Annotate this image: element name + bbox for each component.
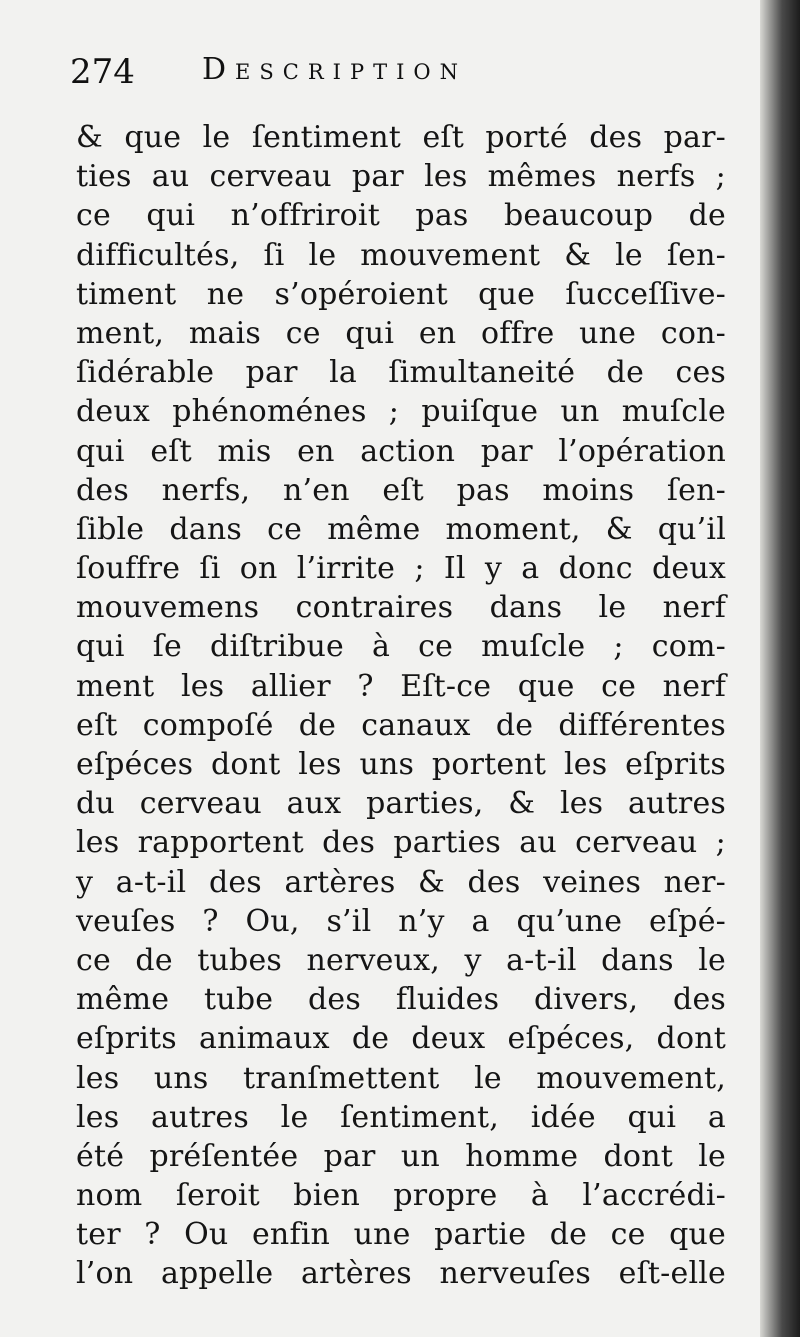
text-line: ſible dans ce même moment, & qu’il	[76, 511, 726, 547]
text-line: qui ſe diſtribue à ce muſcle ; com-	[76, 629, 726, 665]
text-line: même tube des fluides divers, des	[76, 982, 726, 1018]
text-line: ment les allier ? Eſt-ce que ce nerf	[76, 668, 726, 704]
text-line: timent ne s’opéroient que ſucceſſive-	[76, 276, 726, 312]
text-line: y a-t-il des artères & des veines ner-	[76, 864, 726, 900]
text-line: ſidérable par la ſimultaneité de ces	[76, 355, 726, 391]
text-line: été préſentée par un homme dont le	[76, 1138, 726, 1174]
text-line: ter ? Ou enfin une partie de ce que	[76, 1217, 726, 1253]
page-number: 274	[70, 52, 135, 92]
text-line: & que le ſentiment eſt porté des par-	[76, 120, 726, 155]
text-line: les autres le ſentiment, idée qui a	[76, 1099, 726, 1135]
text-line: veuſes ? Ou, s’il n’y a qu’une eſpé-	[76, 903, 726, 939]
page-edge-shadow	[760, 0, 800, 1337]
text-line: ſouffre ſi on l’irrite ; Il y a donc deux	[76, 551, 726, 587]
text-line: des nerfs, n’en eſt pas moins ſen-	[76, 472, 726, 508]
body-text	[76, 118, 726, 1294]
text-line: deux phénoménes ; puiſque un muſcle	[76, 394, 726, 430]
text-line: ment, mais ce qui en offre une con-	[76, 315, 726, 351]
text-line: mouvemens contraires dans le nerf	[76, 590, 726, 626]
text-line: eſt compoſé de canaux de différentes	[76, 707, 726, 743]
text-line: du cerveau aux parties, & les autres	[76, 786, 726, 822]
text-line: difficultés, ſi le mouvement & le ſen-	[76, 237, 726, 273]
text-line: eſprits animaux de deux eſpéces, dont	[76, 1021, 726, 1057]
text-line: les rapportent des parties au cerveau ;	[76, 825, 726, 861]
text-line: qui eſt mis en action par l’opération	[76, 433, 726, 469]
text-line: ties au cerveau par les mêmes nerfs ;	[76, 159, 726, 195]
text-line: eſpéces dont les uns portent les eſprits	[76, 747, 726, 782]
text-line: nom ſeroit bien propre à l’accrédi-	[76, 1178, 726, 1214]
text-line: les uns tranſmettent le mouvement,	[76, 1060, 726, 1096]
text-line: l’on appelle artères nerveuſes eſt-elle	[76, 1256, 726, 1292]
running-head: Description	[202, 52, 467, 87]
text-line: ce qui n’offriroit pas beaucoup de	[76, 198, 726, 234]
text-line: ce de tubes nerveux, y a-t-il dans le	[76, 942, 726, 978]
